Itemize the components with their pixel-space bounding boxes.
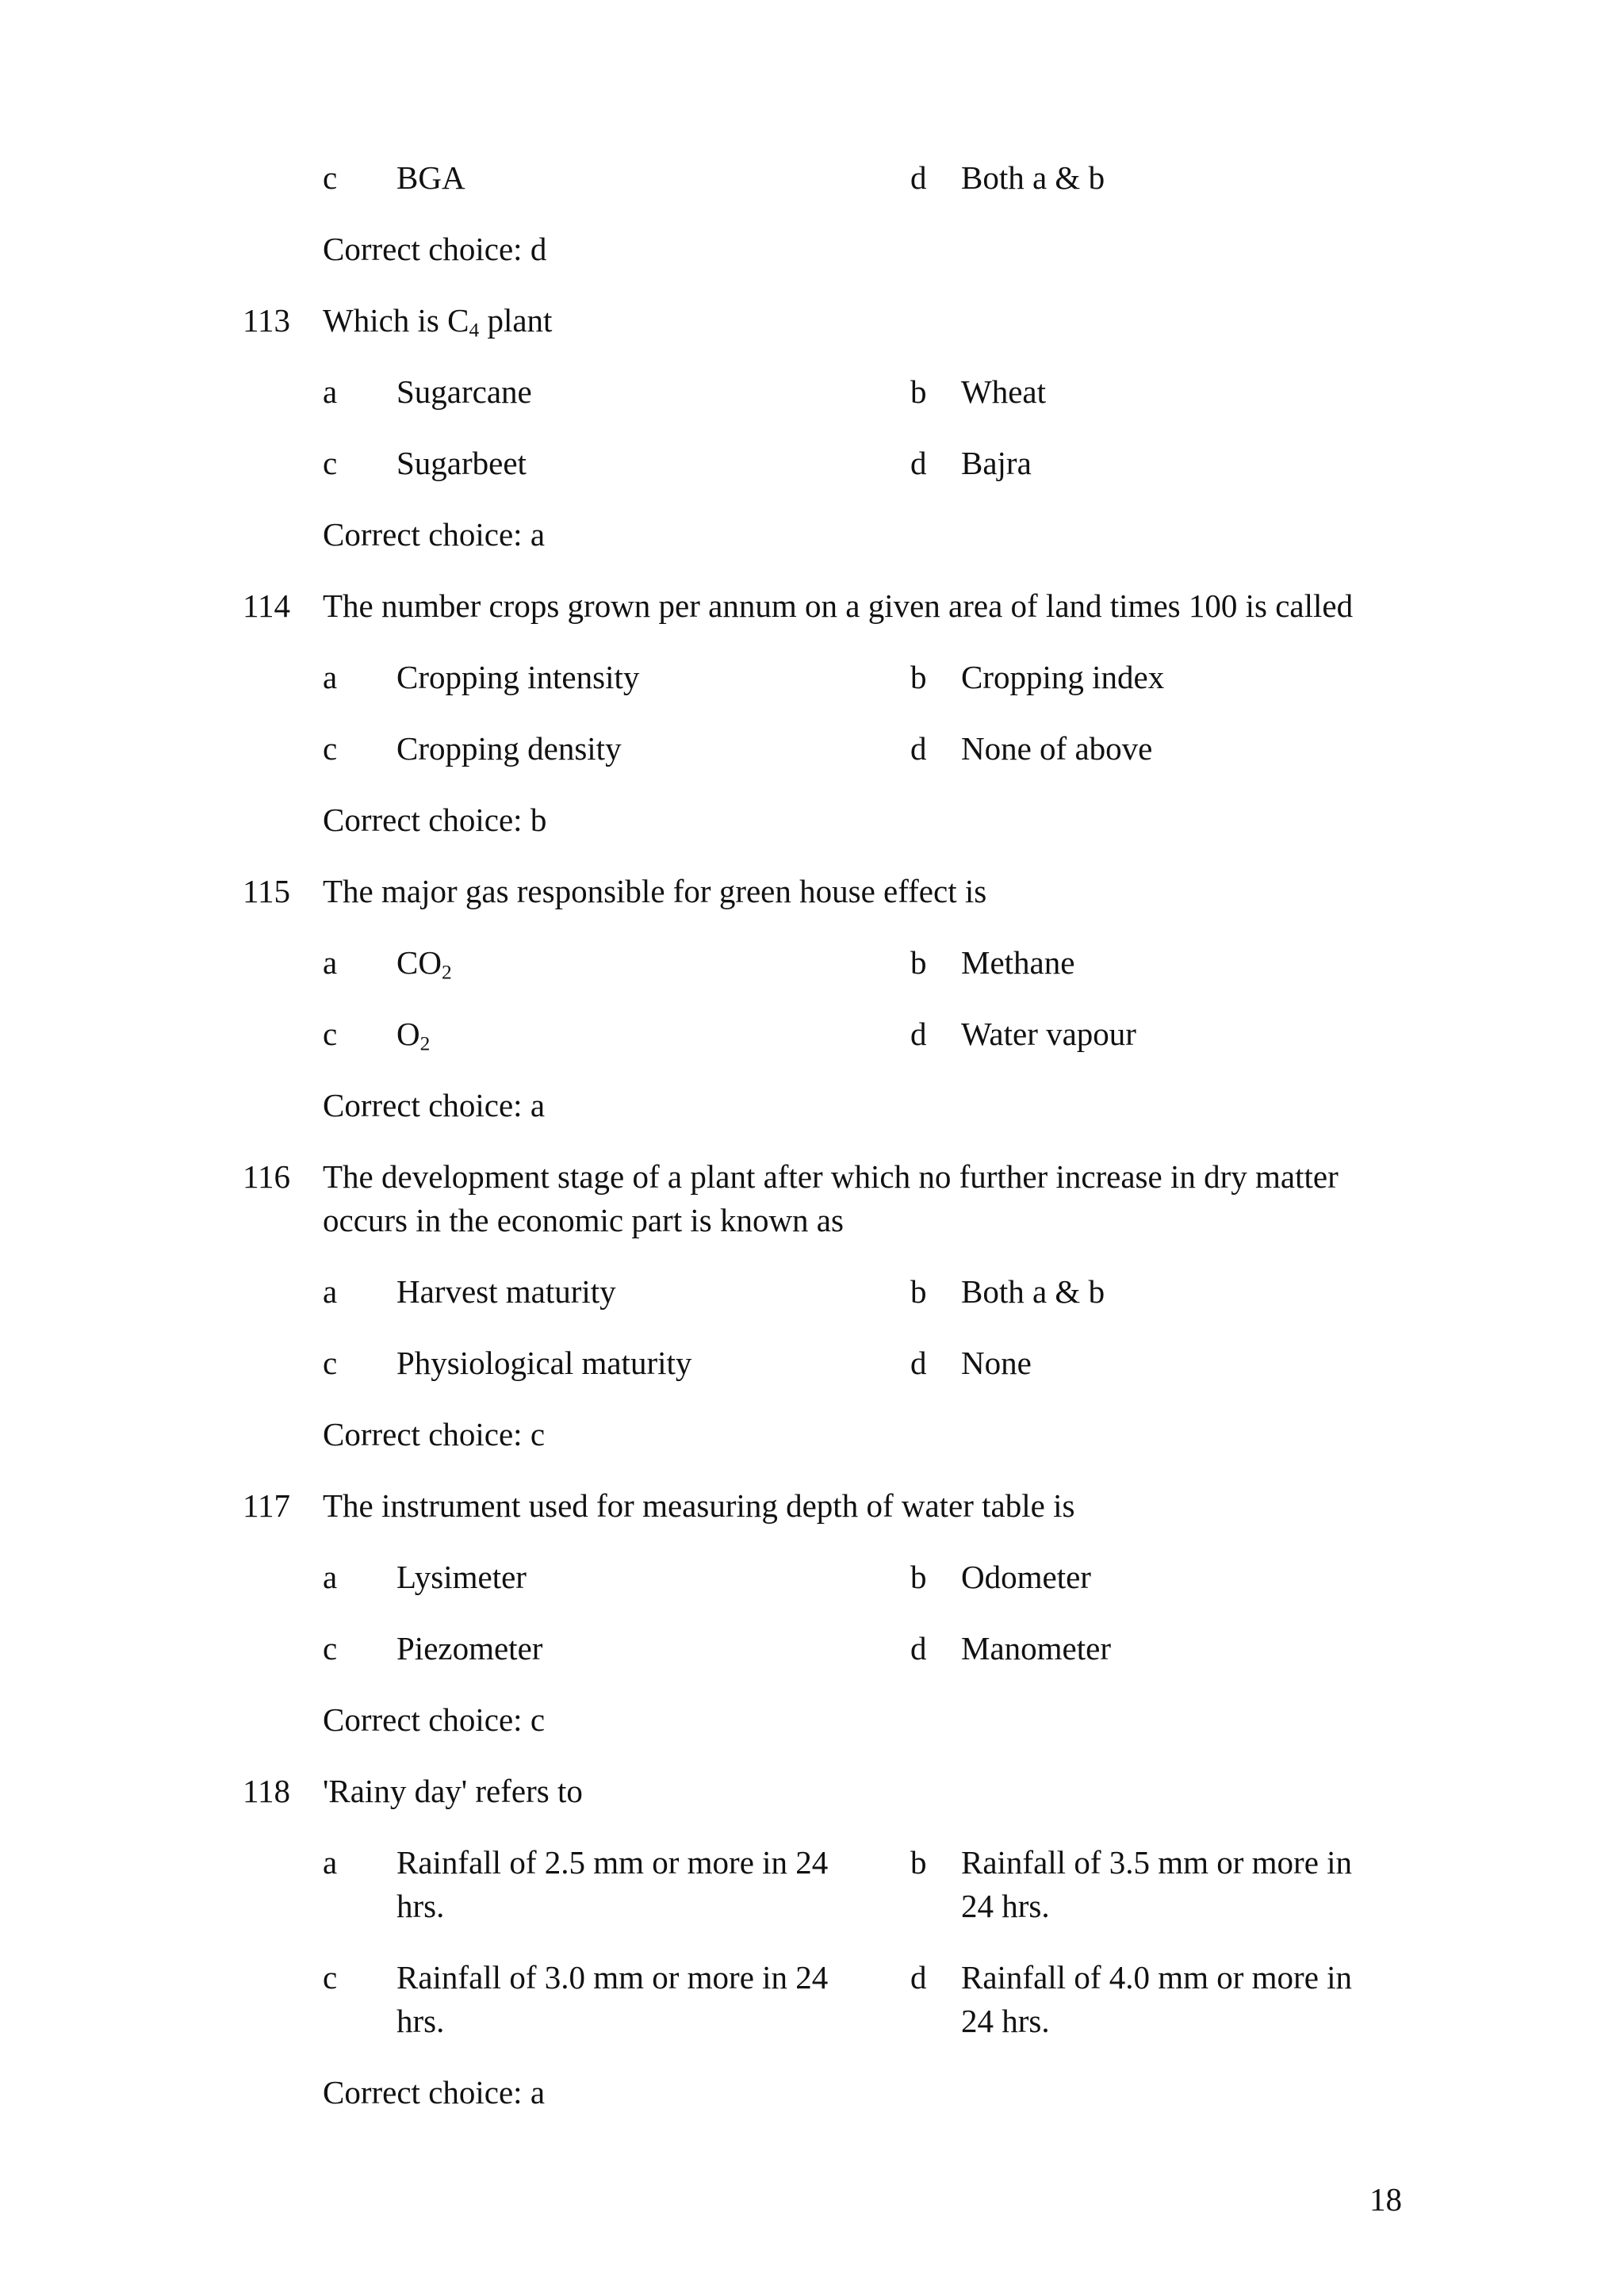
q115-option-a-letter: a	[323, 944, 338, 981]
q117-correct-choice: Correct choice: c	[323, 1701, 546, 1738]
q113-question-pre: Which is C	[323, 302, 469, 339]
q115-option-c-sub: 2	[419, 1032, 431, 1055]
q114-option-b-letter: b	[910, 659, 927, 695]
q118-option-d-letter: d	[910, 1959, 927, 1996]
q117-option-c-text: Piezometer	[396, 1630, 543, 1667]
q113-option-a-letter: a	[323, 373, 338, 410]
q115-option-a-text	[396, 940, 856, 985]
q116-option-b-letter: b	[910, 1273, 927, 1310]
q118-option-d-line1: Rainfall of 4.0 mm or more in	[961, 1959, 1353, 1996]
q113-question-sub: 4	[469, 319, 480, 342]
q113-option-b-text: Wheat	[961, 373, 1046, 410]
q118-option-a-line2: hrs.	[396, 1888, 445, 1924]
q116-option-a-text: Harvest maturity	[396, 1273, 616, 1310]
q116-option-c-text: Physiological maturity	[396, 1345, 692, 1381]
q114-option-b-text: Cropping index	[961, 659, 1165, 695]
q116-option-d-letter: d	[910, 1345, 927, 1381]
q115-option-b-text: Methane	[961, 944, 1075, 981]
prev-option-c-letter: c	[323, 159, 338, 196]
q114-option-d-text: None of above	[961, 730, 1153, 767]
prev-option-c-text: BGA	[396, 159, 465, 196]
q118-option-b-letter: b	[910, 1844, 927, 1881]
q113-option-b-letter: b	[910, 373, 927, 410]
q116-question-line1: The development stage of a plant after which no further increase in dry matter	[323, 1158, 1339, 1195]
q115-option-b-letter: b	[910, 944, 927, 981]
q114-question: The number crops grown per annum on a given area of land times 100 is called	[323, 587, 1354, 624]
q117-option-a-letter: a	[323, 1559, 338, 1595]
q114-number: 114	[243, 587, 290, 624]
q115-option-d-letter: d	[910, 1016, 927, 1052]
q114-correct-choice: Correct choice: b	[323, 802, 547, 838]
q113-correct-choice: Correct choice: a	[323, 516, 546, 553]
q115-number: 115	[243, 873, 290, 909]
q118-option-d-line2: 24 hrs.	[961, 2003, 1050, 2039]
q116-option-b-text: Both a & b	[961, 1273, 1105, 1310]
q117-option-d-text: Manometer	[961, 1630, 1111, 1667]
q118-option-b-line2: 24 hrs.	[961, 1888, 1050, 1924]
q115-option-c-text	[396, 1012, 856, 1056]
q117-question: The instrument used for measuring depth of water table is	[323, 1487, 1075, 1524]
q114-option-d-letter: d	[910, 730, 927, 767]
prev-correct-choice: Correct choice: d	[323, 231, 547, 267]
q117-number: 117	[243, 1487, 290, 1524]
q114-option-c-text: Cropping density	[396, 730, 622, 767]
q117-option-b-text: Odometer	[961, 1559, 1091, 1595]
q116-option-d-text: None	[961, 1345, 1032, 1381]
q115-option-a-base: CO	[396, 944, 442, 981]
prev-option-d-text: Both a & b	[961, 159, 1105, 196]
q118-option-c-line2: hrs.	[396, 2003, 445, 2039]
q115-option-a-sub: 2	[441, 961, 452, 984]
q113-question	[323, 298, 1417, 342]
q114-option-a-text: Cropping intensity	[396, 659, 640, 695]
q116-question-line2: occurs in the economic part is known as	[323, 1202, 844, 1238]
q116-option-c-letter: c	[323, 1345, 338, 1381]
q113-number: 113	[243, 302, 290, 339]
q118-option-c-line1: Rainfall of 3.0 mm or more in 24	[396, 1959, 829, 1996]
q118-question: 'Rainy day' refers to	[323, 1773, 583, 1809]
q115-option-d-text: Water vapour	[961, 1016, 1136, 1052]
q117-option-c-letter: c	[323, 1630, 338, 1667]
q118-number: 118	[243, 1773, 290, 1809]
prev-option-d-letter: d	[910, 159, 927, 196]
q115-question: The major gas responsible for green house effect is	[323, 873, 987, 909]
q118-option-c-letter: c	[323, 1959, 338, 1996]
q115-option-c-letter: c	[323, 1016, 338, 1052]
q115-option-c-base: O	[396, 1016, 420, 1052]
q113-option-a-text: Sugarcane	[396, 373, 532, 410]
page-number: 18	[1369, 2181, 1402, 2218]
q117-option-b-letter: b	[910, 1559, 927, 1595]
q114-option-a-letter: a	[323, 659, 338, 695]
q115-correct-choice: Correct choice: a	[323, 1087, 546, 1123]
q113-option-d-text: Bajra	[961, 445, 1032, 481]
q114-option-c-letter: c	[323, 730, 338, 767]
q118-option-a-letter: a	[323, 1844, 338, 1881]
q113-option-c-text: Sugarbeet	[396, 445, 527, 481]
q118-correct-choice: Correct choice: a	[323, 2074, 546, 2110]
q116-number: 116	[243, 1158, 290, 1195]
q113-question-post: plant	[479, 302, 553, 339]
q113-option-c-letter: c	[323, 445, 338, 481]
q116-option-a-letter: a	[323, 1273, 338, 1310]
q113-option-d-letter: d	[910, 445, 927, 481]
q118-option-b-line1: Rainfall of 3.5 mm or more in	[961, 1844, 1353, 1881]
q118-option-a-line1: Rainfall of 2.5 mm or more in 24	[396, 1844, 829, 1881]
q116-correct-choice: Correct choice: c	[323, 1416, 546, 1452]
q117-option-a-text: Lysimeter	[396, 1559, 527, 1595]
q117-option-d-letter: d	[910, 1630, 927, 1667]
